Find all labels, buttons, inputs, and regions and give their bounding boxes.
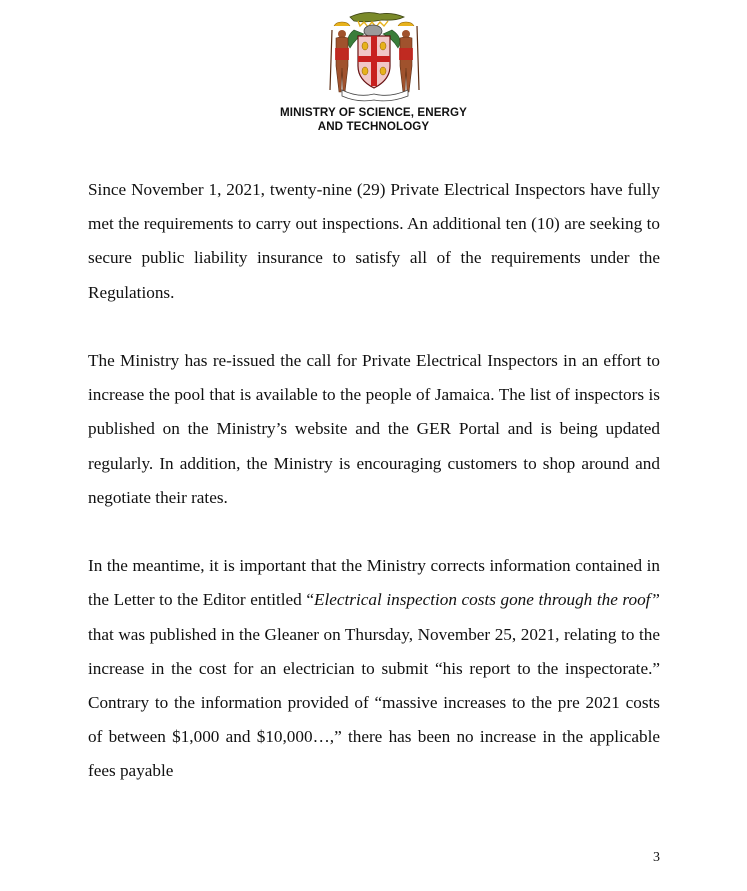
paragraph-3-text-b: that was published in the Gleaner on Thursday, November 25, 2021, relating to the increase in the cost for an electrician to submit “his report to the inspectorate.” Contrary to the information provided of “massive increases to the pre 2021 costs of between $1,000 and $10,000…,” there has been no increase in the applicable fees payable	[88, 624, 660, 781]
ministry-name-line-2: AND TECHNOLOGY	[317, 120, 430, 133]
ministry-name-heading	[0, 106, 747, 134]
letter-title-italic: Electrical inspection costs gone through the roof”	[313, 590, 660, 610]
paragraph-3	[88, 549, 660, 788]
document-body	[88, 173, 660, 789]
ministry-name-line-1: MINISTRY OF SCIENCE, ENERGY	[280, 106, 467, 119]
paragraph-2: The Ministry has re-issued the call for Private Electrical Inspectors in an effort to increase the pool that is available to the people of Jamaica. The list of inspectors is published on the Ministry’s website and the GER Portal and is being updated regularly. In addition, the Ministry is encouraging customers to shop around and negotiate their rates.	[88, 351, 660, 507]
paragraph-3-text-a: In the meantime, it is important that the Ministry corrects information contained in the Letter to the Editor entitled “	[88, 556, 660, 610]
paragraph-1: Since November 1, 2021, twenty-nine (29) Private Electrical Inspectors have fully met the requirements to carry out inspections. An additional ten (10) are seeking to secure public liability insurance to satisfy all of the requirements under the Regulations.	[88, 180, 660, 302]
coat-of-arms-logo	[320, 8, 430, 104]
page-number: 3	[653, 850, 660, 865]
